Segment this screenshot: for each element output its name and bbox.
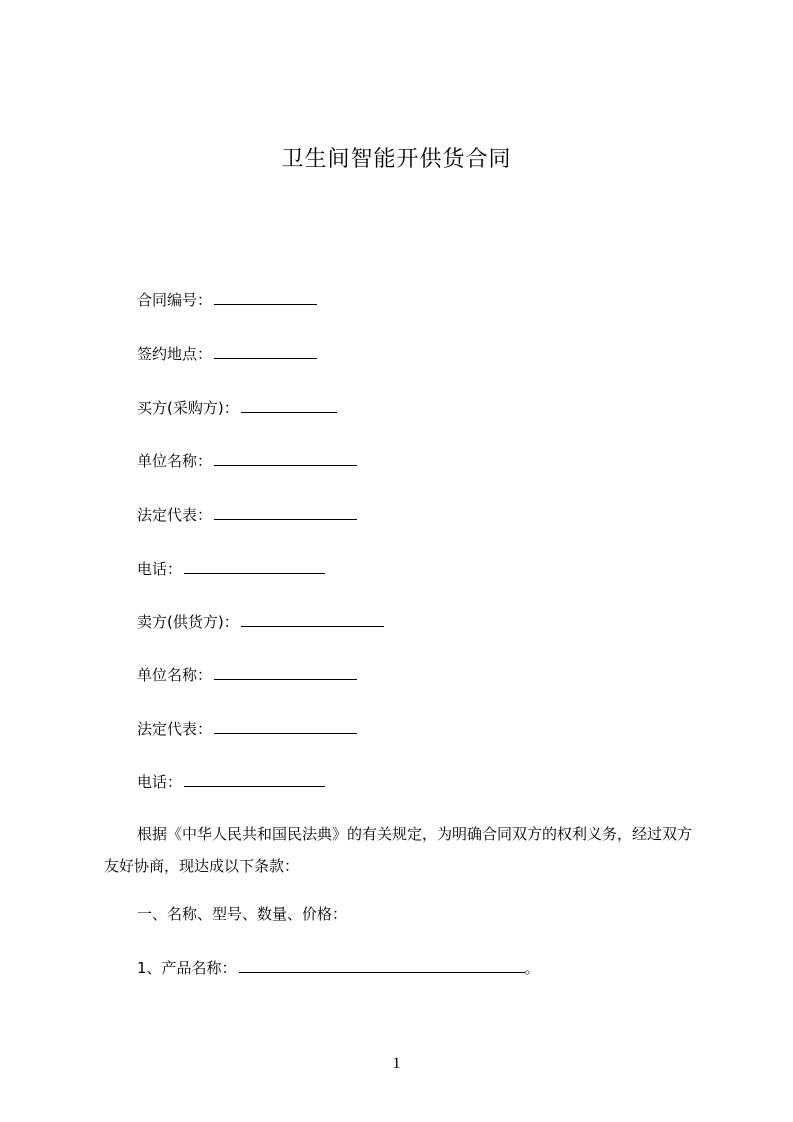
sign-place-label: 签约地点：	[137, 345, 213, 363]
buyer-unit-label: 单位名称：	[137, 452, 213, 470]
buyer-phone-line	[137, 558, 325, 580]
sign-place-line	[137, 343, 317, 365]
contract-number-label: 合同编号：	[137, 291, 213, 309]
page-number: 1	[392, 1055, 401, 1072]
seller-unit-label: 单位名称：	[137, 666, 213, 684]
buyer-label: 买方(采购方)：	[137, 399, 239, 417]
seller-unit-line	[137, 664, 357, 686]
contract-number-line	[137, 289, 317, 311]
seller-unit-blank[interactable]	[214, 665, 357, 680]
product-name-blank[interactable]	[239, 958, 525, 973]
item-one-end: 。	[524, 959, 540, 977]
document-title: 卫生间智能开供货合同	[281, 147, 512, 172]
sign-place-blank[interactable]	[214, 344, 317, 359]
seller-rep-line	[137, 718, 357, 740]
buyer-blank[interactable]	[241, 398, 337, 413]
buyer-rep-label: 法定代表：	[137, 506, 213, 524]
buyer-line	[137, 397, 337, 419]
buyer-unit-line	[137, 450, 357, 472]
seller-label: 卖方(供货方)：	[137, 613, 239, 631]
intro-paragraph: 根据《中华人民共和国民法典》的有关规定，为明确合同双方的权利义务，经过双方友好协商，现达成以下条款：	[104, 825, 693, 875]
section-one-heading: 一、名称、型号、数量、价格：	[137, 905, 348, 923]
buyer-unit-blank[interactable]	[214, 451, 357, 466]
item-one-line	[137, 957, 540, 979]
buyer-rep-blank[interactable]	[214, 505, 357, 520]
buyer-phone-blank[interactable]	[184, 559, 325, 574]
seller-phone-line	[137, 771, 325, 793]
contract-number-blank[interactable]	[214, 290, 317, 305]
buyer-phone-label: 电话：	[137, 560, 183, 578]
seller-phone-label: 电话：	[137, 773, 183, 791]
seller-blank[interactable]	[241, 612, 384, 627]
item-one-label: 1、产品名称：	[137, 959, 237, 977]
seller-line	[137, 611, 384, 633]
seller-rep-label: 法定代表：	[137, 720, 213, 738]
seller-phone-blank[interactable]	[184, 772, 325, 787]
buyer-rep-line	[137, 504, 357, 526]
seller-rep-blank[interactable]	[214, 719, 357, 734]
